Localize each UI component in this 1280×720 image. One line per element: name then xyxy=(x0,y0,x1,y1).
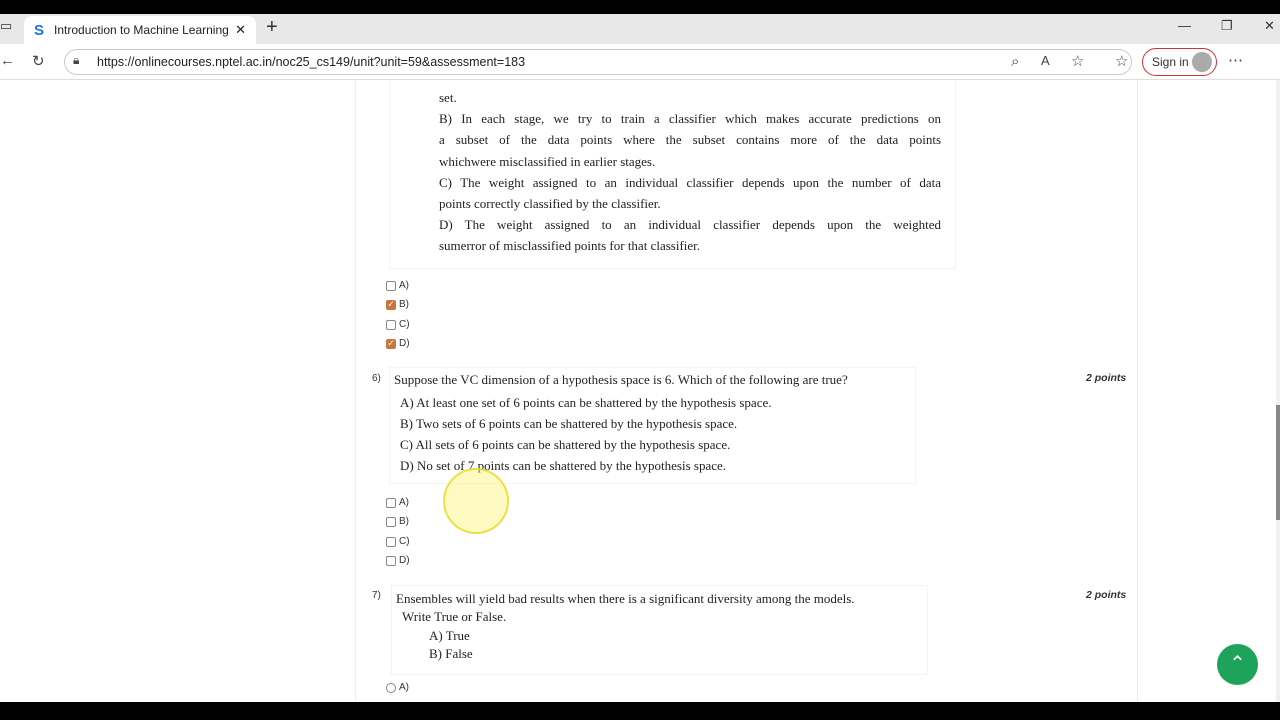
q6-choice: D) No set of 7 points can be shattered by the hypothesis space. xyxy=(400,458,727,473)
back-icon[interactable]: ← xyxy=(0,52,15,69)
checkbox[interactable] xyxy=(386,556,396,566)
tab-bar xyxy=(0,14,1280,44)
url-text: https://onlinecourses.nptel.ac.in/noc25_cs149/unit?unit=59&assessment=183 xyxy=(97,55,526,69)
new-tab-icon[interactable]: + xyxy=(266,16,278,38)
option-label: C) xyxy=(399,536,410,547)
checkbox[interactable] xyxy=(386,281,396,291)
q5-line: sumerror of misclassified points for that classifier. xyxy=(439,238,701,253)
q5-line: set. xyxy=(439,90,457,105)
q6-option-c[interactable] xyxy=(386,536,410,547)
q6-choice: C) All sets of 6 points can be shattered by the hypothesis space. xyxy=(400,437,731,452)
q7-image xyxy=(392,586,927,674)
checkbox[interactable] xyxy=(386,537,396,547)
option-label: D) xyxy=(399,555,410,566)
q7-number: 7) xyxy=(372,590,381,601)
minimize-icon[interactable]: — xyxy=(1178,18,1191,33)
q7-question: Ensembles will yield bad results when there is a significant diversity among the models. xyxy=(396,591,855,606)
q5-option-d[interactable] xyxy=(386,338,410,349)
site-favicon-icon: S xyxy=(34,21,45,39)
address-bar-row xyxy=(0,44,1280,80)
q7-choice: A) True xyxy=(429,628,470,643)
q5-option-c[interactable] xyxy=(386,319,410,330)
q7-points: 2 points xyxy=(1086,589,1127,601)
radio-button[interactable] xyxy=(386,683,396,693)
option-label: A) xyxy=(399,682,409,693)
option-label: A) xyxy=(399,280,409,291)
checkbox[interactable] xyxy=(386,320,396,330)
q5-line: whichwere misclassified in earlier stages. xyxy=(439,154,656,169)
scroll-to-top-button[interactable]: ⌃ xyxy=(1217,644,1258,685)
q6-image xyxy=(390,368,915,483)
scrollbar[interactable] xyxy=(1276,80,1280,702)
q6-option-d[interactable] xyxy=(386,555,410,566)
read-aloud-icon[interactable]: A xyxy=(1041,53,1050,68)
sign-in-button[interactable] xyxy=(1142,48,1217,76)
q7-question-line2: Write True or False. xyxy=(402,609,507,624)
favorite-star-icon[interactable]: ☆ xyxy=(1071,53,1085,70)
checkbox-checked[interactable]: ✓ xyxy=(387,299,395,309)
favorites-icon[interactable]: ☆ xyxy=(1115,53,1129,70)
url-input[interactable] xyxy=(64,49,1132,75)
option-label: C) xyxy=(399,319,410,330)
checkbox[interactable] xyxy=(386,498,396,508)
q7-option-a[interactable] xyxy=(386,682,409,693)
close-window-icon[interactable]: ✕ xyxy=(1264,18,1275,33)
sign-in-label: Sign in xyxy=(1152,55,1189,69)
checkbox[interactable] xyxy=(386,517,396,527)
q7-choice: B) False xyxy=(429,646,473,661)
option-label: B) xyxy=(399,299,409,310)
checkbox-checked[interactable]: ✓ xyxy=(387,338,395,348)
q5-line: D) The weight assigned to an individual classifier depends upon the weighted xyxy=(439,217,941,232)
assessment-page xyxy=(0,80,1280,702)
scrollbar-thumb[interactable] xyxy=(1276,405,1280,520)
q6-question: Suppose the VC dimension of a hypothesis space is 6. Which of the following are true? xyxy=(394,372,848,387)
q6-number: 6) xyxy=(372,373,381,384)
avatar xyxy=(1192,52,1212,72)
option-label: B) xyxy=(399,516,409,527)
q6-points: 2 points xyxy=(1086,372,1127,384)
q5-line: points correctly classified by the classifier. xyxy=(439,196,661,211)
refresh-icon[interactable]: ↻ xyxy=(32,53,45,70)
lock-icon: 🔒︎ xyxy=(73,53,80,67)
tab-title: Introduction to Machine Learning xyxy=(54,23,229,37)
q5-line: B) In each stage, we try to train a classifier which makes accurate predictions on xyxy=(439,111,941,126)
restore-icon[interactable]: ❐ xyxy=(1221,18,1233,33)
q6-option-b[interactable] xyxy=(386,516,409,527)
q5-line: C) The weight assigned to an individual classifier depends upon the number of data xyxy=(439,175,941,190)
q6-option-a[interactable] xyxy=(386,497,409,508)
q5-image xyxy=(390,80,955,268)
option-label: D) xyxy=(399,338,410,349)
q5-line: a subset of the data points where the subset contains more of the data points xyxy=(439,132,941,147)
tab-active[interactable] xyxy=(24,16,256,44)
close-tab-icon[interactable]: ✕ xyxy=(235,22,246,37)
q6-choice: A) At least one set of 6 points can be shattered by the hypothesis space. xyxy=(400,395,772,410)
q6-choice: B) Two sets of 6 points can be shattered by the hypothesis space. xyxy=(400,416,738,431)
cursor-highlight xyxy=(443,468,509,534)
q5-option-b[interactable] xyxy=(386,299,409,310)
zoom-icon[interactable]: ⌕ xyxy=(1011,53,1020,70)
tab-actions-icon[interactable]: ▭ xyxy=(0,18,13,33)
option-label: A) xyxy=(399,497,409,508)
more-icon[interactable]: ⋯ xyxy=(1228,52,1243,69)
q5-option-a[interactable] xyxy=(386,280,409,291)
